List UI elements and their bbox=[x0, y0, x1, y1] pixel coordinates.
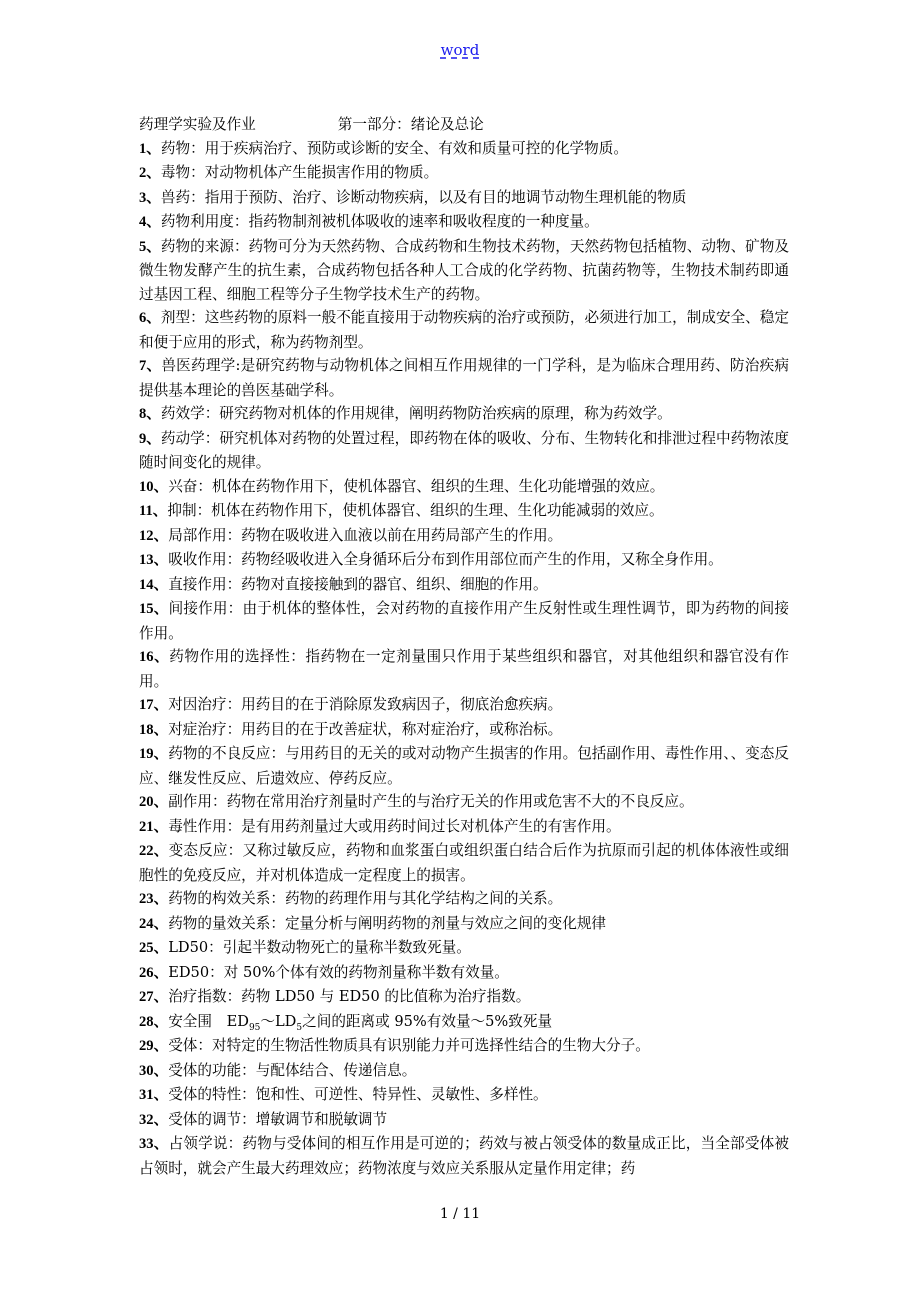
list-item bbox=[139, 985, 789, 1010]
title-line bbox=[139, 113, 789, 137]
list-item bbox=[139, 1083, 789, 1108]
item-text: 药效学：研究药物对机体的作用规律，阐明药物防治疾病的原理，称为药效学。 bbox=[160, 405, 672, 422]
item-number: 28、 bbox=[139, 1013, 169, 1030]
item-number: 5、 bbox=[139, 238, 161, 255]
item-text: 受体的特性：饱和性、可逆性、特异性、灵敏性、多样性。 bbox=[168, 1086, 548, 1103]
item-text: 抑制：机体在药物作用下，使机体器官、组织的生理、生化功能减弱的效应。 bbox=[167, 502, 664, 519]
list-item bbox=[139, 1059, 789, 1084]
item-number: 1、 bbox=[139, 140, 161, 157]
item-number: 10、 bbox=[139, 478, 169, 495]
list-item bbox=[139, 1132, 789, 1180]
item-text: 药物的量效关系：定量分析与阐明药物的剂量与效应之间的变化规律 bbox=[168, 914, 607, 932]
item-text: 兽药：指用于预防、治疗、诊断动物疾病，以及有目的地调节动物生理机能的物质 bbox=[160, 188, 687, 206]
item-text: ～LD bbox=[260, 1012, 297, 1030]
item-number: 16、 bbox=[139, 649, 170, 665]
word-link[interactable]: word bbox=[440, 41, 480, 59]
item-text: 对症治疗：用药目的在于改善症状，称对症治疗，或称治标。 bbox=[168, 720, 563, 738]
item-text: ED50：对 50%个体有效的药物剂量称半数有效量。 bbox=[168, 963, 509, 981]
item-text: 治疗指数：药物 LD50 与 ED50 的比值称为治疗指数。 bbox=[168, 988, 531, 1005]
item-number: 15、 bbox=[139, 601, 169, 617]
item-list bbox=[139, 137, 789, 1181]
item-text: 受体：对特定的生物活性物质具有识别能力并可选择性结合的生物大分子。 bbox=[168, 1037, 650, 1054]
list-item bbox=[139, 475, 789, 500]
item-number: 13、 bbox=[139, 552, 169, 568]
item-text: 药物作用的选择性：指药物在一定剂量围只作用于某些组织和器官，对其他组织和器官没有作用。 bbox=[139, 648, 789, 690]
item-number: 25、 bbox=[139, 940, 169, 956]
list-item bbox=[139, 887, 789, 912]
item-number: 12、 bbox=[139, 527, 169, 544]
item-text: 间接作用：由于机体的整体性，会对药物的直接作用产生反射性或生理性调节，即为药物的间接作用。 bbox=[139, 600, 789, 642]
item-number: 30、 bbox=[139, 1062, 169, 1079]
item-number: 26、 bbox=[139, 964, 169, 981]
page-number: 1 / 11 bbox=[439, 1206, 481, 1222]
item-text: 药物利用度：指药物制剂被机体吸收的速率和吸收程度的一种度量。 bbox=[160, 213, 599, 230]
item-text: 直接作用：药物对直接接触到的器官、组织、细胞的作用。 bbox=[168, 575, 548, 593]
subscript: 95 bbox=[248, 1022, 261, 1033]
list-item bbox=[139, 597, 789, 645]
item-number: 6、 bbox=[139, 310, 161, 326]
item-text: 兽医药理学:是研究药物与动物机体之间相互作用规律的一门学科，是为临床合理用药、防治疾病提供基本理论的兽医基础学科。 bbox=[139, 357, 789, 399]
item-text: LD50：引起半数动物死亡的量称半数致死量。 bbox=[168, 939, 471, 956]
list-item bbox=[139, 718, 789, 743]
list-item bbox=[139, 912, 789, 937]
list-item bbox=[139, 742, 789, 790]
item-text: 毒物：对动物机体产生能损害作用的物质。 bbox=[160, 164, 439, 181]
item-number: 11、 bbox=[139, 503, 168, 519]
document-body bbox=[139, 113, 789, 1180]
item-text: 之间的距离或 95%有效量～5%致死量 bbox=[302, 1012, 553, 1030]
list-item bbox=[139, 1108, 789, 1133]
list-item bbox=[139, 815, 789, 840]
list-item bbox=[139, 210, 789, 235]
item-number: 18、 bbox=[139, 721, 169, 738]
list-item bbox=[139, 427, 789, 475]
list-item bbox=[139, 354, 789, 402]
item-text: 局部作用：药物在吸收进入血液以前在用药局部产生的作用。 bbox=[168, 526, 563, 544]
list-item bbox=[139, 693, 789, 718]
item-text: 药物：用于疾病治疗、预防或诊断的安全、有效和质量可控的化学物质。 bbox=[160, 139, 628, 157]
item-number: 20、 bbox=[139, 794, 169, 810]
subscript: 5 bbox=[296, 1022, 303, 1033]
item-number: 3、 bbox=[139, 189, 161, 206]
item-number: 24、 bbox=[139, 915, 169, 932]
list-item bbox=[139, 961, 789, 986]
item-text: 兴奋：机体在药物作用下，使机体器官、组织的生理、生化功能增强的效应。 bbox=[168, 477, 665, 495]
list-item bbox=[139, 790, 789, 815]
item-number: 32、 bbox=[139, 1111, 169, 1128]
item-text: 剂型：这些药物的原料一般不能直接用于动物疾病的治疗或预防，必须进行加工，制成安全、稳定和便于应用的形式，称为药物剂型。 bbox=[139, 309, 789, 351]
item-number: 23、 bbox=[139, 891, 169, 907]
item-number: 8、 bbox=[139, 406, 161, 422]
list-item bbox=[139, 936, 789, 961]
item-number: 31、 bbox=[139, 1087, 169, 1103]
item-number: 33、 bbox=[139, 1136, 169, 1152]
list-item bbox=[139, 137, 789, 162]
list-item bbox=[139, 402, 789, 427]
section-title: 第一部分：绪论及总论 bbox=[337, 116, 484, 133]
list-item bbox=[139, 235, 789, 307]
item-number: 17、 bbox=[139, 697, 169, 713]
item-number: 7、 bbox=[139, 358, 162, 374]
item-text: 安全围 ED bbox=[168, 1012, 249, 1030]
list-item bbox=[139, 186, 789, 211]
item-text: 吸收作用：药物经吸收进入全身循环后分布到作用部位而产生的作用，又称全身作用。 bbox=[168, 551, 723, 568]
item-text: 受体的调节：增敏调节和脱敏调节 bbox=[168, 1110, 388, 1128]
item-text: 药动学：研究机体对药物的处置过程，即药物在体的吸收、分布、生物转化和排泄过程中药物浓度随时间变化的规律。 bbox=[139, 429, 789, 471]
list-item bbox=[139, 1010, 789, 1035]
item-number: 27、 bbox=[139, 989, 169, 1005]
item-text: 毒性作用：是有用药剂量过大或用药时间过长对机体产生的有害作用。 bbox=[168, 817, 621, 835]
list-item bbox=[139, 573, 789, 598]
list-item bbox=[139, 524, 789, 549]
item-text: 受体的功能：与配体结合、传递信息。 bbox=[168, 1061, 417, 1079]
item-text: 药物的构效关系：药物的药理作用与其化学结构之间的关系。 bbox=[168, 890, 563, 907]
page-header bbox=[0, 40, 920, 59]
item-number: 2、 bbox=[139, 165, 161, 181]
item-text: 变态反应：又称过敏反应，药物和血浆蛋白或组织蛋白结合后作为抗原而引起的机体体液性或细胞性的免疫反应，并对机体造成一定程度上的损害。 bbox=[139, 842, 789, 884]
item-number: 19、 bbox=[139, 746, 169, 762]
item-text: 对因治疗：用药目的在于消除原发致病因子，彻底治愈疾病。 bbox=[168, 696, 563, 713]
item-text: 药物的不良反应：与用药目的无关的或对动物产生损害的作用。包括副作用、毒性作用、、变态反应、继发性反应、后遗效应、停药反应。 bbox=[139, 745, 789, 787]
item-text: 副作用：药物在常用治疗剂量时产生的与治疗无关的作用或危害不大的不良反应。 bbox=[168, 793, 694, 810]
item-number: 22、 bbox=[139, 843, 169, 859]
list-item bbox=[139, 645, 789, 693]
list-item bbox=[139, 1034, 789, 1059]
doc-title: 药理学实验及作业 bbox=[139, 116, 256, 133]
list-item bbox=[139, 499, 789, 524]
list-item bbox=[139, 161, 789, 186]
item-number: 4、 bbox=[139, 214, 161, 230]
item-number: 9、 bbox=[139, 430, 161, 447]
item-number: 29、 bbox=[139, 1038, 169, 1054]
item-number: 14、 bbox=[139, 576, 169, 593]
item-text: 药物的来源：药物可分为天然药物、合成药物和生物技术药物，天然药物包括植物、动物、矿物及微生物发酵产生的抗生素，合成药物包括各种人工合成的化学药物、抗菌药物等，生物技术制药即通过基因工程、细胞工程等分子生物学技术生产的药物。 bbox=[139, 237, 789, 303]
item-number: 21、 bbox=[139, 818, 169, 835]
item-text: 占领学说：药物与受体间的相互作用是可逆的；药效与被占领受体的数量成正比，当全部受体被占领时，就会产生最大药理效应；药物浓度与效应关系服从定量作用定律；药 bbox=[139, 1135, 789, 1177]
list-item bbox=[139, 839, 789, 887]
list-item bbox=[139, 548, 789, 573]
list-item bbox=[139, 306, 789, 354]
